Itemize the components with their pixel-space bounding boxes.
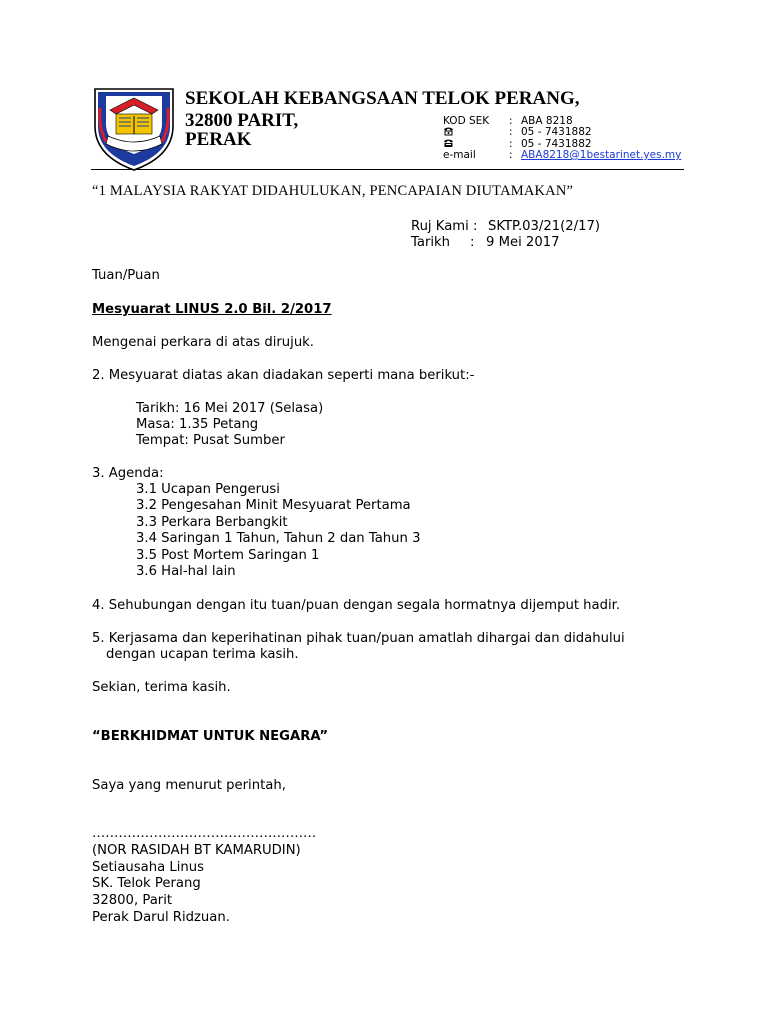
signatory-title: Setiausaha Linus: [92, 860, 204, 875]
closing-line: Sekian, terima kasih.: [92, 680, 231, 695]
slogan: “BERKHIDMAT UNTUK NEGARA”: [92, 729, 329, 744]
colon: :: [509, 149, 513, 161]
school-name: SEKOLAH KEBANGSAAN TELOK PERANG,: [185, 88, 580, 109]
telephone-icon: [443, 126, 454, 136]
agenda-heading: 3. Agenda:: [92, 466, 164, 481]
fax-number: 05 - 7431882: [521, 138, 592, 150]
salutation: Tuan/Puan: [92, 268, 160, 283]
meeting-date: Tarikh: 16 Mei 2017 (Selasa): [136, 401, 324, 416]
agenda-item: 3.5 Post Mortem Saringan 1: [136, 548, 320, 563]
agenda-item: 3.3 Perkara Berbangkit: [136, 515, 288, 530]
meeting-place: Tempat: Pusat Sumber: [136, 433, 285, 448]
meeting-time: Masa: 1.35 Petang: [136, 417, 259, 432]
email-label: e-mail: [443, 149, 476, 161]
header-divider: [91, 169, 684, 170]
national-motto: “1 MALAYSIA RAKYAT DIDAHULUKAN, PENCAPAIAN DIUTAMAKAN”: [92, 183, 574, 199]
date-label: Tarikh: [411, 235, 451, 250]
school-address-line2: PERAK: [185, 129, 252, 150]
signatory-school: SK. Telok Perang: [92, 876, 201, 891]
paragraph-5-line-2: dengan ucapan terima kasih.: [106, 647, 299, 662]
signatory-name: (NOR RASIDAH BT KAMARUDIN): [92, 843, 301, 858]
email-link[interactable]: ABA8218@1bestarinet.yes.my: [521, 149, 682, 161]
paragraph-1: Mengenai perkara di atas dirujuk.: [92, 335, 315, 350]
agenda-item: 3.2 Pengesahan Minit Mesyuarat Pertama: [136, 498, 411, 513]
school-address-line1: 32800 PARIT,: [185, 110, 299, 131]
colon: :: [509, 126, 513, 138]
reference-value: SKTP.03/21(2/17): [488, 219, 601, 234]
agenda-item: 3.1 Ucapan Pengerusi: [136, 482, 280, 497]
paragraph-4: 4. Sehubungan dengan itu tuan/puan dengan segala hormatnya dijemput hadir.: [92, 598, 621, 613]
agenda-item: 3.4 Saringan 1 Tahun, Tahun 2 dan Tahun 3: [136, 531, 421, 546]
phone-number: 05 - 7431882: [521, 126, 592, 138]
school-code-value: ABA 8218: [521, 115, 573, 127]
letter-date: 9 Mei 2017: [486, 235, 560, 250]
colon: :: [509, 115, 513, 127]
agenda-item: 3.6 Hal-hal lain: [136, 564, 236, 579]
signature-line: ……………………………………………: [92, 826, 317, 841]
subject-line: Mesyuarat LINUS 2.0 Bil. 2/2017: [92, 302, 332, 317]
date-colon: :: [470, 235, 475, 250]
signatory-postcode: 32800, Parit: [92, 893, 173, 908]
fax-icon: [443, 138, 454, 148]
school-code-label: KOD SEK: [443, 115, 490, 127]
paragraph-5-line-1: 5. Kerjasama dan keperihatinan pihak tuan/puan amatlah dihargai dan didahului: [92, 631, 625, 646]
signatory-state: Perak Darul Ridzuan.: [92, 910, 230, 925]
school-logo: [92, 86, 176, 172]
reference-label: Ruj Kami :: [411, 219, 478, 234]
paragraph-2: 2. Mesyuarat diatas akan diadakan seperti mana berikut:-: [92, 368, 475, 383]
signoff: Saya yang menurut perintah,: [92, 778, 286, 793]
colon: :: [509, 138, 513, 150]
